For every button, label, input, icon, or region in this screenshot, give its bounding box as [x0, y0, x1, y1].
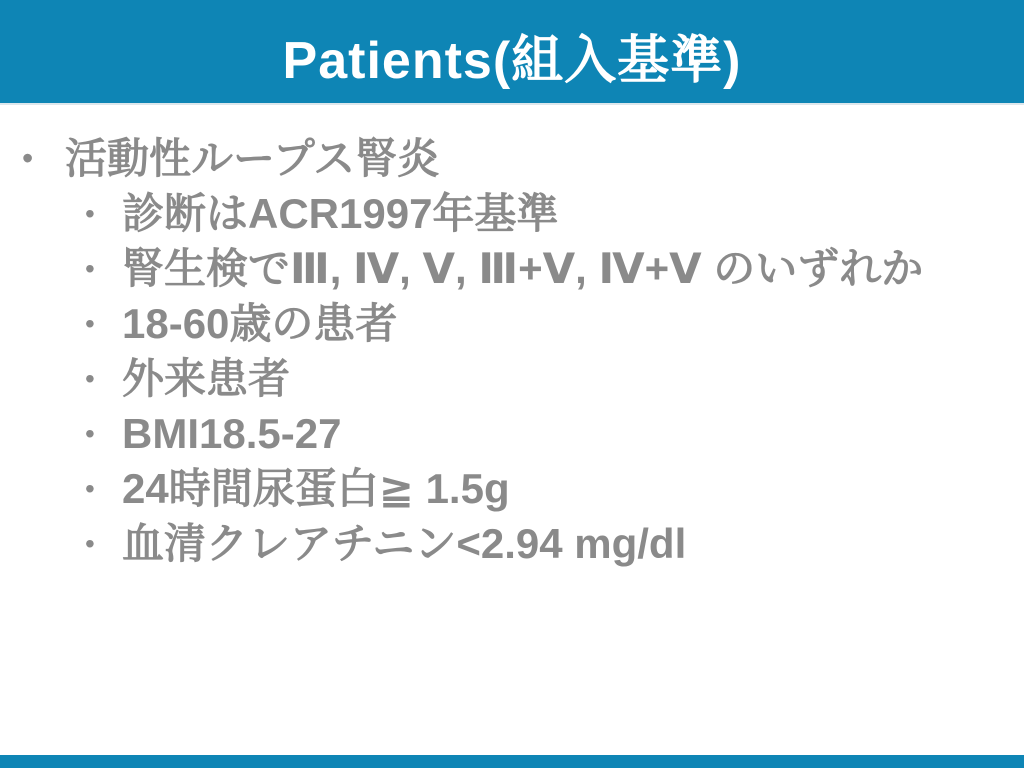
bullet-icon: • — [85, 253, 95, 284]
list-item-label: 外来患者 — [122, 355, 291, 402]
list-item — [85, 351, 1000, 406]
list-item — [85, 241, 1000, 296]
list-item-label: 18-60歳の患者 — [122, 300, 398, 347]
bullet-icon: • — [85, 363, 95, 394]
title-bar — [0, 0, 1024, 103]
list-item-label: 24時間尿蛋白≧ 1.5g — [122, 465, 510, 512]
bullet-icon: • — [22, 140, 34, 176]
list-item-label: 腎生検でⅢ, Ⅳ, Ⅴ, Ⅲ+Ⅴ, Ⅳ+Ⅴ のいずれか — [122, 245, 924, 292]
bullet-icon: • — [85, 308, 95, 339]
bullet-icon: • — [85, 528, 95, 559]
slide-body — [0, 103, 1024, 571]
list-item — [85, 406, 1000, 461]
list-item-label: 診断はACR1997年基準 — [122, 190, 559, 237]
list-item — [85, 516, 1000, 571]
list-item — [85, 296, 1000, 351]
list-item-label: BMI18.5-27 — [122, 410, 342, 457]
list-item-label: 血清クレアチニン<2.94 mg/dl — [122, 520, 687, 567]
slide-title: Patients(組入基準) — [282, 32, 742, 90]
bullet-icon: • — [85, 473, 95, 504]
list-item-level1 — [22, 131, 1000, 186]
list-item — [85, 186, 1000, 241]
list-item-label: 活動性ループス腎炎 — [65, 135, 440, 182]
sub-list — [85, 186, 1000, 571]
footer-accent-bar — [0, 755, 1024, 768]
bullet-icon: • — [85, 198, 95, 229]
list-item — [85, 461, 1000, 516]
bullet-icon: • — [85, 418, 95, 449]
